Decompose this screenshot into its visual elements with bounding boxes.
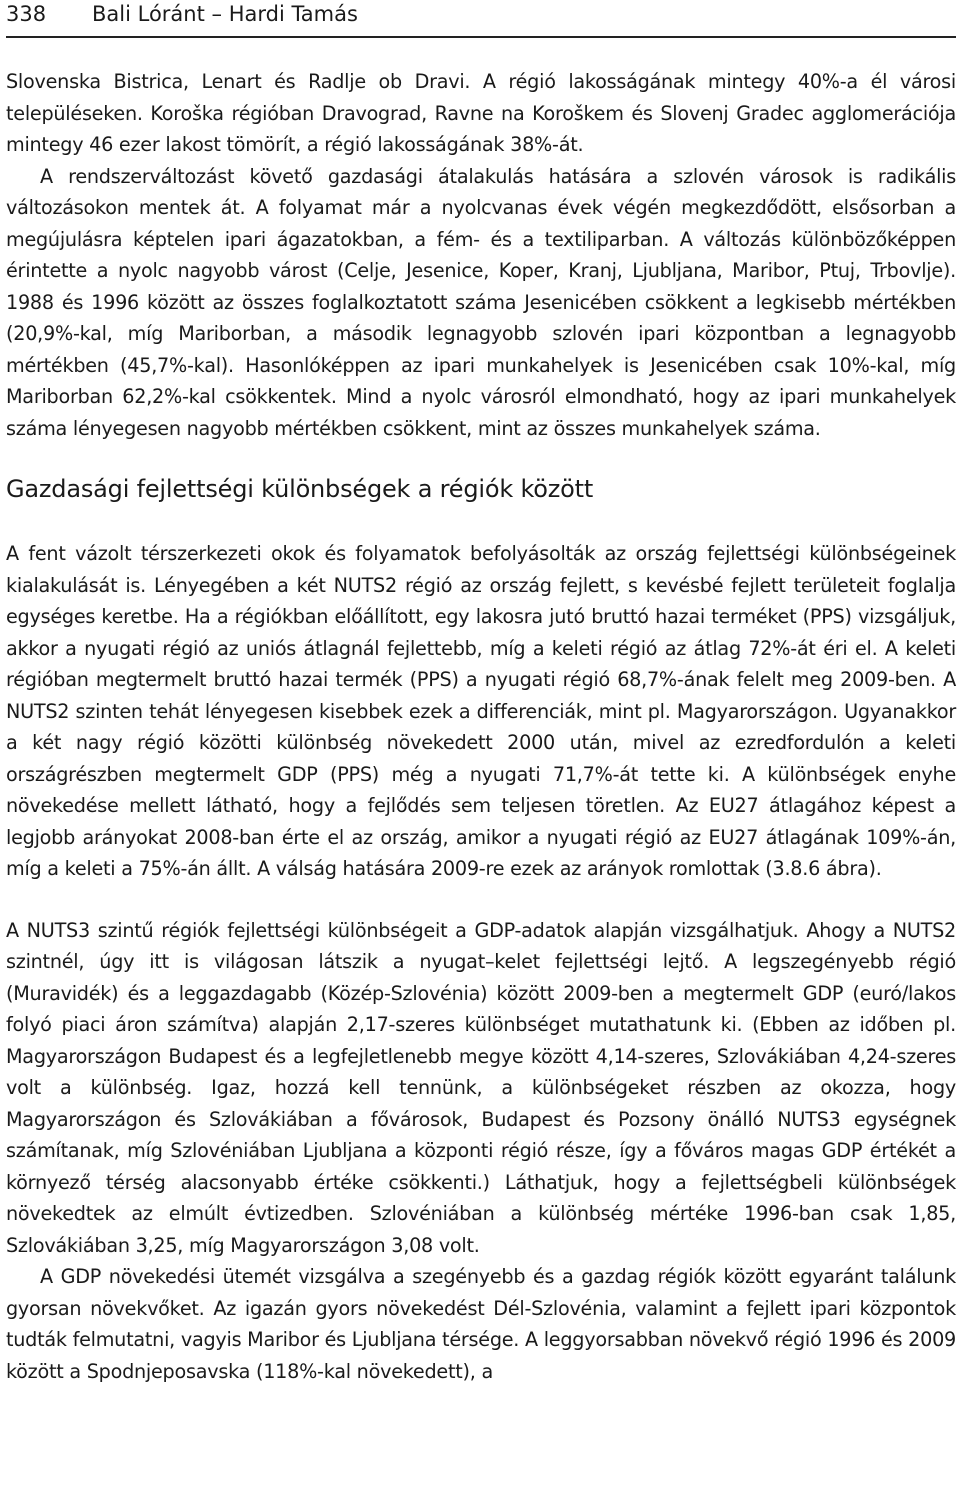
page-number: 338 <box>6 2 47 26</box>
paragraph-2: A rendszerváltozást követő gazdasági átalakulás hatására a szlovén városok is radikális változásokon mentek át. A folyamat már a nyolcvanas évek végén megkezdődött, elsősorban a megújulásra képtelen ipari ágazatokban, a fém- és a textiliparban. A változás különbözőképpen érintette a nyolc nagyobb várost (Celje, Jesenice, Koper, Kranj, Ljubljana, Maribor, Ptuj, Trbovlje). 1988 és 1996 között az összes foglalkoztatott száma Jesenicében csökkent a legkisebb mértékben (20,9%-kal, míg Mariborban, a második legnagyobb szlovén ipari központban a legnagyobb mértékben (45,7%-kal). Hasonlóképpen az ipari munkahelyek is Jesenicében csak 10%-kal, míg Mariborban 62,2%-kal csökkentek. Mind a nyolc városról elmondható, hogy az ipari munkahelyek száma lényegesen nagyobb mértékben csökkent, mint az összes munkahelyek száma. <box>6 164 956 440</box>
running-header <box>6 0 956 38</box>
paragraph-1: Slovenska Bistrica, Lenart és Radlje ob Dravi. A régió lakosságának mintegy 40%-a él városi településeken. Koroška régióban Dravograd, Ravne na Koroškem és Slovenj Gradec agglomerációja mintegy 46 ezer lakost tömörít, a régió lakosságának 38%-át. <box>6 70 956 156</box>
authors: Bali Lóránt – Hardi Tamás <box>92 2 358 26</box>
paragraph-gap <box>6 885 956 915</box>
document-page <box>6 0 956 1387</box>
paragraph-3: A fent vázolt térszerkezeti okok és folyamatok befolyásolták az ország fejlettségi különbségeinek kialakulását is. Lényegében a két NUTS2 régió az ország fejlett, s kevésbé fejlett területeit foglalja egységes keretbe. Ha a régiókban előállított, egy lakosra jutó bruttó hazai terméket (PPS) vizsgáljuk, akkor a nyugati régió az uniós átlagnál fejlettebb, míg a keleti régió az átlag 72%-át éri el. A keleti régióban megtermelt bruttó hazai termék (PPS) a nyugati régió 68,7%-ának felelt meg 2009-ben. A NUTS2 szinten tehát lényegesen kisebbek ezek a differenciák, mint pl. Magyarországon. Ugyanakkor a két nagy régió közötti különbség növekedett 2000 után, mivel az ezredfordulón a keleti országrészben megtermelt GDP (PPS) még a nyugati 71,7%-át tette ki. A különbségek enyhe növekedése mellett látható, hogy a fejlődés sem teljesen töretlen. Az EU27 átlagához képest a legjobb arányokat 2008-ban érte el az ország, amikor a nyugati régió az EU27 átlagának 109%-án, míg a keleti a 75%-án állt. A válság hatására 2009-re ezek az arányok romlottak (3.8.6 ábra). <box>6 542 956 880</box>
section-heading: Gazdasági fejlettségi különbségek a régiók között <box>6 475 594 503</box>
paragraph-4: A NUTS3 szintű régiók fejlettségi különbségeit a GDP-adatok alapján vizsgálhatjuk. Ahogy a NUTS2 szintnél, úgy itt is világosan látszik a nyugat–kelet fejlettségi lejtő. A legszegényebb régió (Muravidék) és a leggazdagabb (Közép-Szlovénia) között 2009-ben a megtermelt GDP (euró/lakos folyó piaci áron számítva) alapján 2,17-szeres különbséget mutathatunk ki. (Ebben az időben pl. Magyarországon Budapest és a legfejletlenebb megye között 4,14-szeres, Szlovákiában 4,24-szeres volt a különbség. Igaz, hozzá kell tennünk, a különbségeket részben az okozza, hogy Magyarországon és Szlovákiában a fővárosok, Budapest és Pozsony önálló NUTS3 egységnek számítanak, míg Szlovéniában Ljubljana a központi régió része, így a főváros magas GDP értékét a környező térség alacsonyabb értéke csökkenti.) Láthatjuk, hogy a fejlettségbeli különbségek növekedtek az elmúlt évtizedben. Szlovéniában a különbség mértéke 1996-ban csak 1,85, Szlovákiában 3,25, míg Magyarországon 3,08 volt. <box>6 918 956 1257</box>
paragraph-5: A GDP növekedési ütemét vizsgálva a szegényebb és a gazdag régiók között egyaránt találunk gyorsan növekvőket. Az igazán gyors növekedést Dél-Szlovénia, valamint a fejlett ipari központok tudták felmutatni, vagyis Maribor és Ljubljana térsége. A leggyorsabban növekvő régió 1996 és 2009 között a Spodnjeposavska (118%-kal növekedett), a <box>6 1265 956 1383</box>
